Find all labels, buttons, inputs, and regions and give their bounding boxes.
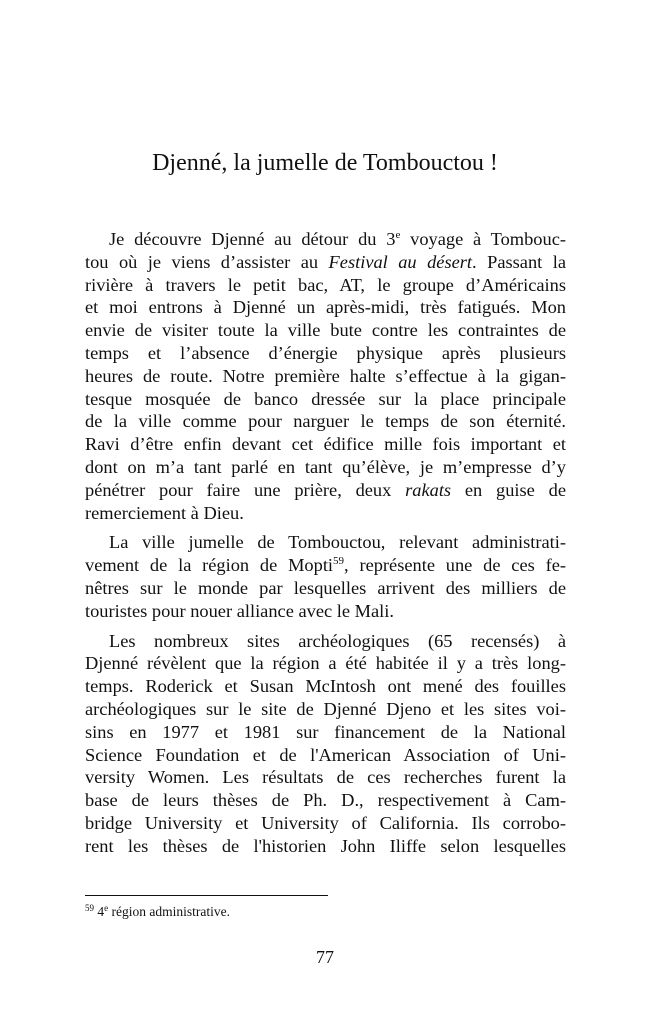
text-line	[85, 296, 566, 319]
footnote-number: 59	[85, 903, 94, 913]
text-line	[85, 766, 566, 789]
footnote-divider	[85, 895, 328, 896]
text-line	[85, 675, 566, 698]
text-line	[85, 721, 566, 744]
text-line	[85, 600, 566, 623]
text-segment: heures de route. Notre première halte s’effectue à la gigan-	[85, 365, 566, 386]
footnote-text-post: région administrative.	[108, 904, 230, 919]
text-segment: temps. Roderick et Susan McIntosh ont mené des fouilles	[85, 676, 566, 697]
text-line	[85, 456, 566, 479]
italic-text: Festival au désert	[328, 251, 473, 272]
text-segment: Je découvre Djenné au détour du 3	[109, 229, 396, 249]
text-segment: vement de la région de Mopti	[85, 555, 334, 576]
text-line	[85, 274, 566, 297]
text-line	[85, 835, 566, 858]
text-segment: pénétrer pour faire une prière, deux	[85, 479, 406, 500]
text-line	[85, 365, 566, 388]
text-segment: voyage à Tombouc-	[400, 229, 566, 249]
text-line	[85, 228, 566, 251]
text-segment: tesque mosquée de banco dressée sur la place principale	[85, 388, 566, 409]
text-segment: touristes pour nouer alliance avec le Mali.	[85, 600, 394, 621]
text-line	[85, 388, 566, 411]
text-line	[85, 744, 566, 767]
text-line	[85, 342, 566, 365]
italic-text: rakats	[405, 479, 452, 500]
text-segment: Ravi d’être enfin devant cet édifice mille fois important et	[85, 434, 566, 455]
text-line	[85, 531, 566, 554]
text-segment: envie de visiter toute la ville bute contre les contraintes de	[85, 320, 566, 341]
footnote-text-pre: 4	[97, 904, 105, 919]
text-segment: remerciement à Dieu.	[85, 502, 244, 523]
text-line	[85, 698, 566, 721]
text-segment: rent les thèses de l'historien John Iliffe selon lesquelles	[85, 835, 566, 856]
footnote-superscript: e	[104, 903, 109, 913]
text-segment: , représente une de ces fe-	[344, 555, 566, 576]
text-segment: en guise de	[451, 479, 566, 500]
text-line	[85, 479, 566, 502]
paragraph	[85, 630, 566, 858]
paragraph	[85, 531, 566, 622]
paragraph	[85, 228, 566, 524]
text-segment: dont on m’a tant parlé en tant qu’élève, je m’empresse d’y	[85, 456, 566, 477]
footnote	[85, 903, 230, 921]
body-text	[85, 228, 566, 865]
text-line	[85, 319, 566, 342]
text-segment: sins en 1977 et 1981 sur financement de la National	[85, 721, 566, 742]
superscript: e	[395, 229, 401, 241]
page-number: 77	[316, 947, 334, 967]
chapter-title: Djenné, la jumelle de Tombouctou !	[152, 150, 498, 176]
text-line	[85, 251, 566, 274]
text-segment: bridge University et University of California. Ils corrobo-	[85, 812, 566, 833]
text-line	[85, 577, 566, 600]
text-segment: et moi entrons à Djenné un après-midi, très fatigués. Mon	[85, 297, 566, 318]
text-segment: tou où je viens d’assister au	[85, 251, 329, 272]
text-line	[85, 652, 566, 675]
text-segment: rivière à travers le petit bac, AT, le groupe d’Américains	[85, 274, 566, 295]
text-segment: temps et l’absence d’énergie physique après plusieurs	[85, 342, 566, 363]
text-segment: Science Foundation et de l'American Association of Uni-	[85, 744, 566, 765]
text-segment: . Passant la	[472, 251, 566, 272]
text-line	[85, 789, 566, 812]
text-segment: versity Women. Les résultats de ces recherches furent la	[85, 767, 566, 788]
superscript: 59	[333, 555, 345, 568]
text-segment: de la ville comme pour narguer le temps de son éternité.	[85, 411, 566, 432]
text-line	[85, 812, 566, 835]
text-segment: nêtres sur le monde par lesquelles arrivent des milliers de	[85, 577, 566, 598]
text-segment: La ville jumelle de Tombouctou, relevant administrati-	[109, 532, 566, 553]
text-line	[85, 630, 566, 653]
text-segment: Djenné révèlent que la région a été habitée il y a très long-	[85, 653, 566, 674]
text-line	[85, 502, 566, 525]
text-line	[85, 410, 566, 433]
text-segment: base de leurs thèses de Ph. D., respectivement à Cam-	[85, 790, 566, 811]
text-segment: archéologiques sur le site de Djenné Djeno et les sites voi-	[85, 698, 566, 719]
text-line	[85, 433, 566, 456]
text-line	[85, 554, 566, 577]
text-segment: Les nombreux sites archéologiques (65 recensés) à	[109, 630, 566, 651]
